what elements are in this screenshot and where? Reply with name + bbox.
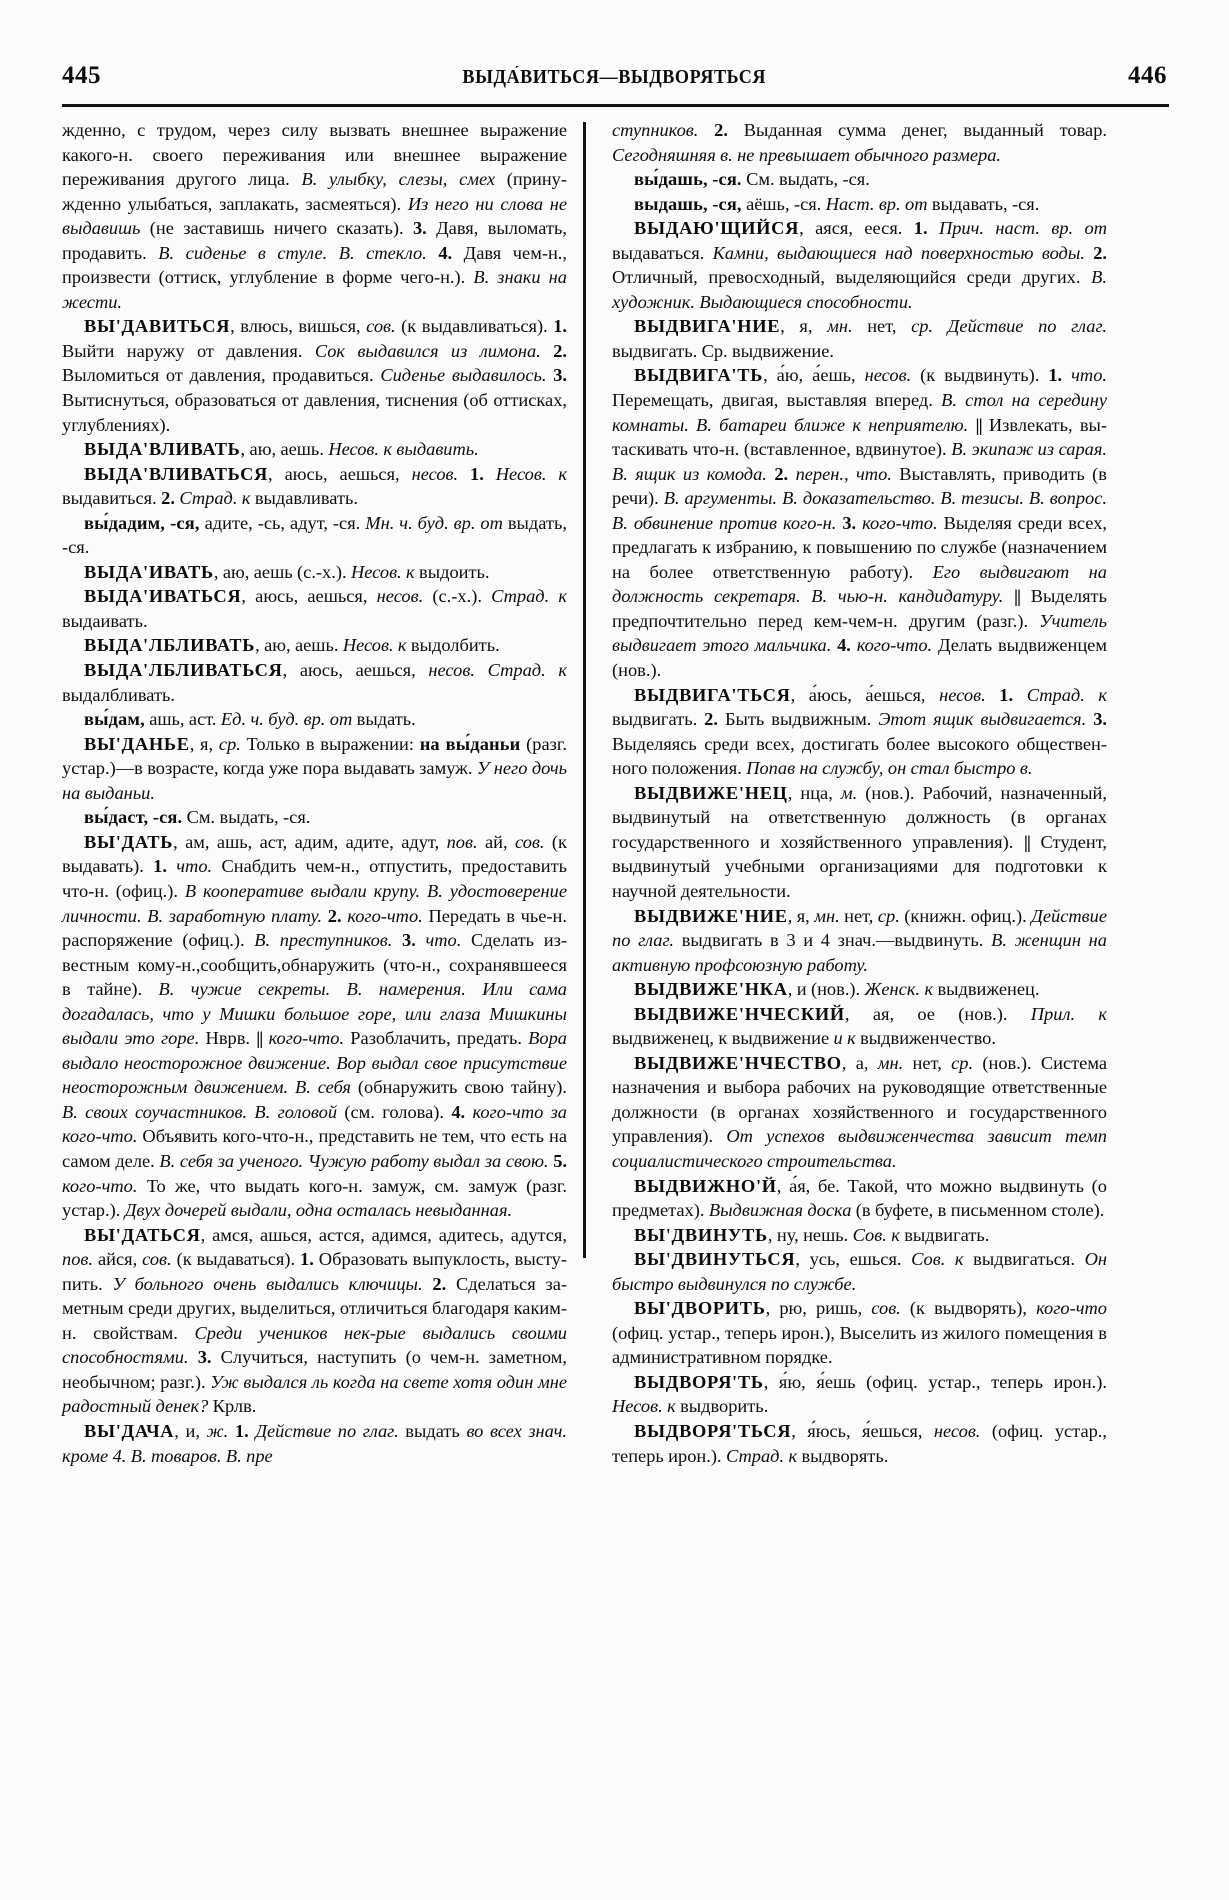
dictionary-entry: ВЫДАЮ'ЩИЙСЯ, аяся, ееся. 1. Прич. наст. вр. от выдаваться. Камни, выдающиеся над поверхностью воды. 2. Отличный, превосходный, выделяющийся среди других. В. художник. Выдающиеся способности. bbox=[612, 218, 1108, 312]
dictionary-entry: вы́дам, ашь, аст. Ед. ч. буд. вр. от выдать. bbox=[84, 709, 416, 730]
dictionary-entry: ВЫ'ДАЧА, и, ж. 1. Действие по глаг. выдать во всех знач. кроме 4. В. товаров. В. пре bbox=[62, 1420, 567, 1466]
folio-left: 445 bbox=[62, 62, 101, 89]
entry-continuation: ступников. 2. Выданная сумма денег, выданный товар. Сегодняшняя в. не превышает обычного размера. bbox=[612, 120, 1107, 165]
dictionary-entry: ВЫ'ДАНЬЕ, я, ср. Только в выражении: на вы́даньи (разг. устар.)—в возрасте, когда уже пора выдавать замуж. У него дочь на выданьи. bbox=[62, 733, 567, 803]
dictionary-entry: ВЫ'ДАТЬ, ам, ашь, аст, адим, адите, адут, пов. ай, сов. (к выдавать). 1. что. Снабдить чем-н., отпустить, предоставить что-н. (офиц.). В кооперативе выдали крупу. В. удостоверение личности. В. заработную плату. 2. кого-что. Передать в чье-н. распоряжение (офиц.). В. преступников. 3. что. Сделать известным кому-н.,сообщить,обнаружить (что-н., сохранявшееся в тайне). В. чужие секреты. В. намерения. Или сама догадалась, что у Мишки большое горе, или глаза Мишкины выдали это горе. Нврв. || кого-что. Разоблачить, предать. Вора выдало неосторожное движение. Вор выдал свое присутствие неосторожным движением. В. себя (обнаружить свою тайну). В. своих соучастников. В. головой (см. голова). 4. кого-что за кого-что. Объявить кого-что-н., представить не тем, что есть на самом деле. В. себя за ученого. Чужую работу выдал за свою. 5. кого-что. То же, что выдать кого-н. замуж, см. замуж (разг. устар.). Двух дочерей выдали, одна осталась невыданная. bbox=[62, 831, 567, 1221]
dictionary-entry: ВЫДА'ИВАТЬСЯ, аюсь, аешься, несов. (с.-х.). Страд. к выдаивать. bbox=[62, 586, 567, 631]
running-head: ВЫДА́ВИТЬСЯ—ВЫДВОРЯТЬСЯ bbox=[462, 67, 767, 88]
dictionary-entry: ВЫ'ДАВИТЬСЯ, влюсь, вишься, сов. (к выдавливаться). 1. Выйти наружу от давления. Сок выдавился из лимона. 2. Выломиться от давления, продавиться. Сиденье выдавилось. 3. Вытиснуться, образоваться от давления, тиснения (об оттисках, углублениях). bbox=[62, 316, 567, 435]
dictionary-entry: ВЫДВИЖЕ'НЧЕСТВО, а, мн. нет, ср. (нов.). Система назначения и выбора рабочих на руководящие ответственные должности (в органах хозяйственного и государственного управления). От успехов выдвиженчества зависит темп социалистического строительства. bbox=[612, 1052, 1107, 1171]
dictionary-entry: выдашь, -ся, аёшь, -ся. Наст. вр. от выдавать, -ся. bbox=[634, 193, 1040, 214]
dictionary-entry: ВЫДВИЖЕ'НКА, и (нов.). Женск. к выдвиженец. bbox=[634, 979, 1040, 1000]
dictionary-entry: ВЫДА'ВЛИВАТЬ, аю, аешь. Несов. к выдавить. bbox=[84, 439, 479, 460]
header-rule bbox=[62, 104, 1169, 107]
dictionary-entry: ВЫДВИГА'ТЬСЯ, а́юсь, а́ешься, несов. 1. Страд. к выдвигать. 2. Быть выдвижным. Этот ящик выдвигается. 3. Выделяясь среди всех, достигать более высокого общественного положения. Попав на службу, он стал быстро в. bbox=[612, 684, 1107, 779]
page-columns bbox=[62, 118, 1169, 1468]
dictionary-entry: ВЫ'ДВИНУТЬ, ну, нешь. Сов. к выдвигать. bbox=[634, 1224, 990, 1245]
dictionary-entry: ВЫДВИГА'ТЬ, а́ю, а́ешь, несов. (к выдвинуть). 1. что. Перемещать, двигая, выставляя вперед. В. стол на середину комнаты. В. батареи ближе к неприятелю. || Извлекать, вытаскивать что-н. (вставленное, вдвинутое). В. экипаж из сарая. В. ящик из комода. 2. перен., что. Выставлять, приводить (в речи). В. аргументы. В. доказательство. В. тезисы. В. вопрос. В. обвинение против кого-н. 3. кого-что. Выделяя среди всех, предлагать к избранию, к повышению по службе (назначением на более ответственную работу). Его выдвигают на должность секретаря. В. чью-н. кандидатуру. || Выделять предпочтительно перед кем-чем-н. другим (разг.). Учитель выдвигает этого мальчика. 4. кого-что. Делать выдвиженцем (нов.). bbox=[612, 365, 1108, 681]
entry-continuation: жденно, с трудом, через силу вызвать внешнее выражение какого-н. своего переживания или внешнее выражение переживания другого лица. В. улыбку, слезы, смех (принужденно улыбаться, заплакать, засмеяться). Из него ни слова не выдавишь (не заставишь ничего сказать). 3. Давя, выломать, продавить. В. сиденье в стуле. В. стекло. 4. Давя чем-н., произвести (оттиск, углубление в форме чего-н.). В. знаки на жести. bbox=[62, 120, 567, 312]
dictionary-entry: вы́дашь, -ся. См. выдать, -ся. bbox=[634, 169, 870, 190]
dictionary-entry: ВЫДА'ЛБЛИВАТЬСЯ, аюсь, аешься, несов. Страд. к выдалбливать. bbox=[62, 660, 567, 705]
folio-right: 446 bbox=[1127, 62, 1167, 89]
dictionary-entry: ВЫ'ДВОРИТЬ, рю, ришь, сов. (к выдворять), кого-что (офиц. устар., теперь ирон.), Выселить из жилого помещения в административном порядке. bbox=[612, 1298, 1107, 1368]
dictionary-entry: вы́дадим, -ся, адите, -сь, адут, -ся. Мн. ч. буд. вр. от выдать, -ся. bbox=[62, 512, 567, 558]
dictionary-entry: ВЫДВИЖЕ'НЕЦ, нца, м. (нов.). Рабочий, назначенный, выдвинутый на ответственную должность (в органах государственного и хозяйственного управления). || Студент, выдвинутый учебными организациями для подготовки к научной деятельности. bbox=[612, 782, 1107, 901]
dictionary-entry: ВЫДВИЖЕ'НЧЕСКИЙ, ая, ое (нов.). Прил. к выдвиженец, к выдвижение и к выдвиженчество. bbox=[612, 1003, 1107, 1049]
page-header bbox=[62, 62, 1167, 96]
dictionary-entry: ВЫДВИЖНО'Й, а́я, бе. Такой, что можно выдвинуть (о предметах). Выдвижная доска (в буфете, в письменном столе). bbox=[612, 1175, 1107, 1221]
dictionary-entry: ВЫДА'ЛБЛИВАТЬ, аю, аешь. Несов. к выдолбить. bbox=[84, 635, 500, 656]
dictionary-entry: ВЫДА'ВЛИВАТЬСЯ, аюсь, аешься, несов. 1. Несов. к выдавиться. 2. Страд. к выдавливать. bbox=[62, 463, 567, 509]
dictionary-entry: ВЫДВИЖЕ'НИЕ, я, мн. нет, ср. (книжн. офиц.). Действие по глаг. выдвигать в 3 и 4 знач.—выдвинуть. В. женщин на активную профсоюзную работу. bbox=[612, 905, 1107, 975]
column-left bbox=[62, 118, 583, 1468]
dictionary-entry: ВЫДА'ИВАТЬ, аю, аешь (с.-х.). Несов. к выдоить. bbox=[84, 561, 490, 582]
dictionary-entry: ВЫ'ДВИНУТЬСЯ, усь, ешься. Сов. к выдвигаться. Он быстро выдвинулся по службе. bbox=[612, 1249, 1107, 1294]
dictionary-entry: ВЫ'ДАТЬСЯ, амся, ашься, астся, адимся, адитесь, адутся, пов. айся, сов. (к выдаваться). 1. Образовать выпуклость, выступить. У больного очень выдались ключицы. 2. Сделаться заметным среди других, выделиться, отличиться благодаря каким-н. свойствам. Среди учеников нек-рые выдались своими способностями. 3. Случиться, наступить (о чем-н. заметном, необычном; разг.). Уж выдался ль когда на свете хотя один мне радостный денек? Крлв. bbox=[62, 1224, 568, 1417]
column-right bbox=[586, 118, 1107, 1468]
dictionary-entry: ВЫДВОРЯ'ТЬ, я́ю, я́ешь (офиц. устар., теперь ирон.). Несов. к выдворить. bbox=[612, 1371, 1107, 1417]
dictionary-entry: ВЫДВИГА'НИЕ, я, мн. нет, ср. Действие по глаг. выдвигать. Ср. выдвижение. bbox=[612, 316, 1107, 361]
dictionary-entry: ВЫДВОРЯ'ТЬСЯ, я́юсь, я́ешься, несов. (офиц. устар., теперь ирон.). Страд. к выдворять. bbox=[612, 1420, 1107, 1466]
dictionary-entry: вы́даст, -ся. См. выдать, -ся. bbox=[84, 807, 311, 828]
